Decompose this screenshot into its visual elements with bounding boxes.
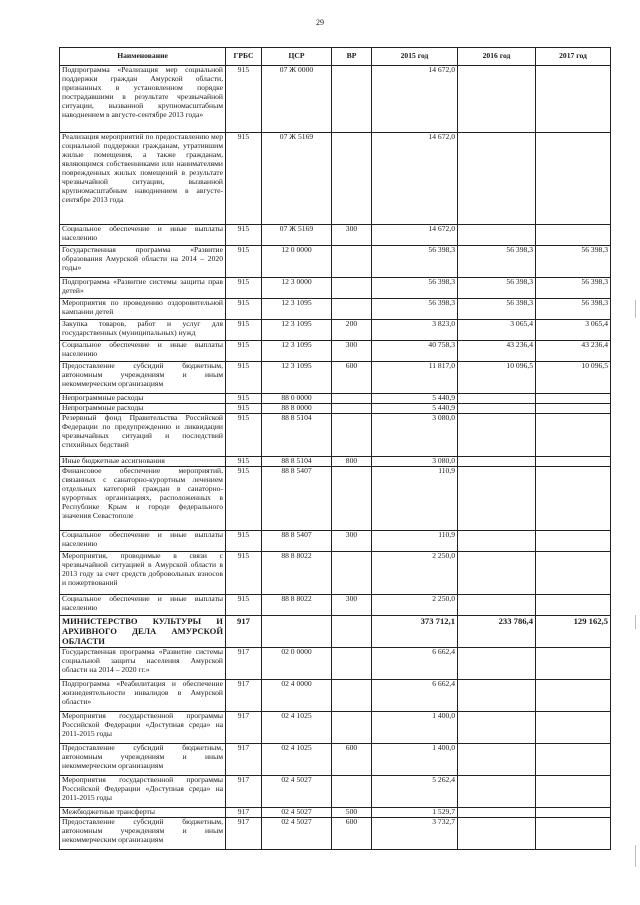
col-header-name: Наименование <box>60 48 226 66</box>
table-row <box>60 66 611 133</box>
row-2017-cell <box>536 394 611 404</box>
row-vr-cell: 600 <box>332 362 372 394</box>
row-2016-cell <box>458 467 536 531</box>
row-2015-cell: 5 262,4 <box>372 776 458 808</box>
row-name-cell: Непрограммные расходы <box>60 394 226 404</box>
row-name-cell: Социальное обеспечение и иные выплаты населению <box>60 531 226 552</box>
row-vr-cell <box>332 414 372 457</box>
row-grbs-cell: 917 <box>226 744 262 776</box>
table-row <box>60 776 611 808</box>
row-grbs-cell: 915 <box>226 133 262 225</box>
row-2016-cell: 56 398,3 <box>458 278 536 299</box>
row-grbs-cell: 915 <box>226 552 262 595</box>
row-name-cell: Подпрограмма «Реализация мер социальной поддержки граждан Амурской области, признанных в установленном порядке пострадавшими в результате чрезвычайной ситуации, вызванной крупномасштабным наводнением в августе-сентябре 2013 года» <box>60 66 226 133</box>
row-vr-cell <box>332 712 372 744</box>
row-vr-cell <box>332 776 372 808</box>
row-2016-cell <box>458 808 536 818</box>
row-csr-cell: 12 3 1095 <box>262 362 332 394</box>
row-2017-cell: 43 236,4 <box>536 341 611 362</box>
row-2017-cell <box>536 818 611 850</box>
row-grbs-cell: 915 <box>226 320 262 341</box>
row-2016-cell <box>458 712 536 744</box>
row-vr-cell: 300 <box>332 595 372 616</box>
row-name-cell: Иные бюджетные ассигнования <box>60 457 226 467</box>
row-name-cell: Предоставление субсидий бюджетным, автономным учреждениям и иным некоммерческим организациям <box>60 362 226 394</box>
col-header-2015: 2015 год <box>372 48 458 66</box>
col-header-2017: 2017 год <box>536 48 611 66</box>
row-2015-cell: 6 662,4 <box>372 648 458 680</box>
row-2016-cell: 56 398,3 <box>458 299 536 320</box>
row-2016-cell <box>458 776 536 808</box>
row-2017-cell: 129 162,5 <box>536 616 611 648</box>
row-2017-cell <box>536 225 611 246</box>
table-body <box>60 66 611 850</box>
table-row <box>60 299 611 320</box>
row-2017-cell <box>536 776 611 808</box>
row-grbs-cell: 915 <box>226 467 262 531</box>
row-vr-cell <box>332 299 372 320</box>
row-2017-cell <box>536 457 611 467</box>
row-2017-cell <box>536 552 611 595</box>
row-2016-cell <box>458 531 536 552</box>
row-grbs-cell: 915 <box>226 278 262 299</box>
table-row <box>60 818 611 850</box>
row-2017-cell <box>536 414 611 457</box>
row-vr-cell: 500 <box>332 808 372 818</box>
row-2015-cell: 110,9 <box>372 531 458 552</box>
row-grbs-cell: 915 <box>226 341 262 362</box>
row-2016-cell <box>458 225 536 246</box>
row-vr-cell <box>332 467 372 531</box>
row-csr-cell: 02 4 5027 <box>262 776 332 808</box>
table-row <box>60 133 611 225</box>
row-vr-cell <box>332 133 372 225</box>
row-2015-cell: 5 440,9 <box>372 404 458 414</box>
row-vr-cell: 600 <box>332 744 372 776</box>
row-csr-cell: 88 8 8022 <box>262 552 332 595</box>
row-2017-cell: 56 398,3 <box>536 299 611 320</box>
table-row <box>60 712 611 744</box>
row-grbs-cell: 915 <box>226 66 262 133</box>
row-name-cell: Социальное обеспечение и иные выплаты населению <box>60 341 226 362</box>
row-2016-cell <box>458 552 536 595</box>
row-name-cell: Мероприятия государственной программы Российской Федерации «Доступная среда» на 2011-2015 годы <box>60 712 226 744</box>
table-row <box>60 680 611 712</box>
row-2015-cell: 373 712,1 <box>372 616 458 648</box>
row-grbs-cell: 917 <box>226 616 262 648</box>
table-header-row <box>60 48 611 66</box>
row-grbs-cell: 917 <box>226 712 262 744</box>
row-grbs-cell: 915 <box>226 362 262 394</box>
table-row <box>60 552 611 595</box>
row-2016-cell <box>458 818 536 850</box>
row-grbs-cell: 915 <box>226 531 262 552</box>
row-2015-cell: 1 400,0 <box>372 712 458 744</box>
row-2015-cell: 110,9 <box>372 467 458 531</box>
row-2017-cell <box>536 680 611 712</box>
row-2017-cell <box>536 744 611 776</box>
row-2016-cell: 233 786,4 <box>458 616 536 648</box>
row-2017-cell <box>536 808 611 818</box>
row-2017-cell: 10 096,5 <box>536 362 611 394</box>
row-grbs-cell: 915 <box>226 246 262 278</box>
row-name-cell: Подпрограмма «Развитие системы защиты прав детей» <box>60 278 226 299</box>
row-name-cell: Государственная программа «Развитие системы социальной защиты населения Амурской области на 2014 – 2020 гг.» <box>60 648 226 680</box>
row-csr-cell: 02 0 0000 <box>262 648 332 680</box>
budget-table <box>59 47 611 850</box>
row-csr-cell: 12 3 1095 <box>262 341 332 362</box>
row-vr-cell: 200 <box>332 320 372 341</box>
row-2016-cell: 43 236,4 <box>458 341 536 362</box>
row-vr-cell <box>332 66 372 133</box>
row-vr-cell <box>332 404 372 414</box>
row-2015-cell: 2 250,0 <box>372 595 458 616</box>
row-2015-cell: 3 823,0 <box>372 320 458 341</box>
row-2015-cell: 3 732,7 <box>372 818 458 850</box>
row-2015-cell: 1 400,0 <box>372 744 458 776</box>
row-csr-cell <box>262 616 332 648</box>
row-csr-cell: 07 Ж 5169 <box>262 225 332 246</box>
row-2016-cell <box>458 744 536 776</box>
row-vr-cell <box>332 394 372 404</box>
row-name-cell: Непрограммные расходы <box>60 404 226 414</box>
col-header-csr: ЦСР <box>262 48 332 66</box>
table-row <box>60 394 611 404</box>
row-2015-cell: 56 398,3 <box>372 299 458 320</box>
row-name-cell: Мероприятия государственной программы Российской Федерации «Доступная среда» на 2011-2015 годы <box>60 776 226 808</box>
row-2015-cell: 5 440,9 <box>372 394 458 404</box>
table-row <box>60 278 611 299</box>
row-grbs-cell: 915 <box>226 299 262 320</box>
row-csr-cell: 12 0 0000 <box>262 246 332 278</box>
row-2015-cell: 56 398,3 <box>372 278 458 299</box>
row-2016-cell <box>458 394 536 404</box>
table-row <box>60 225 611 246</box>
page-number: 29 <box>316 18 324 27</box>
row-2015-cell: 11 817,0 <box>372 362 458 394</box>
row-2016-cell: 56 398,3 <box>458 246 536 278</box>
row-2015-cell: 2 250,0 <box>372 552 458 595</box>
row-2017-cell <box>536 648 611 680</box>
row-vr-cell <box>332 246 372 278</box>
table-row <box>60 246 611 278</box>
row-grbs-cell: 917 <box>226 808 262 818</box>
row-vr-cell: 600 <box>332 818 372 850</box>
row-2015-cell: 14 672,0 <box>372 133 458 225</box>
row-vr-cell <box>332 552 372 595</box>
table-row <box>60 341 611 362</box>
row-2016-cell <box>458 648 536 680</box>
row-2017-cell <box>536 467 611 531</box>
row-2017-cell <box>536 133 611 225</box>
ministry-row <box>60 616 611 648</box>
row-grbs-cell: 915 <box>226 404 262 414</box>
row-vr-cell: 300 <box>332 341 372 362</box>
row-2015-cell: 14 672,0 <box>372 225 458 246</box>
row-2016-cell: 10 096,5 <box>458 362 536 394</box>
row-csr-cell: 88 8 5104 <box>262 414 332 457</box>
row-csr-cell: 02 4 5027 <box>262 818 332 850</box>
row-name-cell: Мероприятия, проводимые в связи с чрезвычайной ситуацией в Амурской области в 2013 году за счет средств добровольных взносов и пожертвований <box>60 552 226 595</box>
row-vr-cell <box>332 616 372 648</box>
row-csr-cell: 02 4 1025 <box>262 744 332 776</box>
row-2016-cell <box>458 414 536 457</box>
row-name-cell: Предоставление субсидий бюджетным, автономным учреждениям и иным некоммерческим организациям <box>60 818 226 850</box>
row-csr-cell: 88 8 8022 <box>262 595 332 616</box>
row-grbs-cell: 917 <box>226 680 262 712</box>
row-2016-cell: 3 065,4 <box>458 320 536 341</box>
row-grbs-cell: 917 <box>226 776 262 808</box>
row-vr-cell: 300 <box>332 531 372 552</box>
table-row <box>60 320 611 341</box>
row-2017-cell: 56 398,3 <box>536 246 611 278</box>
row-2017-cell <box>536 404 611 414</box>
table-row <box>60 531 611 552</box>
row-csr-cell: 88 8 5104 <box>262 457 332 467</box>
row-2016-cell <box>458 133 536 225</box>
row-csr-cell: 02 4 5027 <box>262 808 332 818</box>
row-name-cell: МИНИСТЕРСТВО КУЛЬТУРЫ И АРХИВНОГО ДЕЛА АМУРСКОЙ ОБЛАСТИ <box>60 616 226 648</box>
row-csr-cell: 88 8 5407 <box>262 531 332 552</box>
scan-edge-mark <box>635 845 636 867</box>
row-2017-cell: 56 398,3 <box>536 278 611 299</box>
row-name-cell: Мероприятия по проведению оздоровительной кампании детей <box>60 299 226 320</box>
table-row <box>60 457 611 467</box>
table-row <box>60 362 611 394</box>
row-2015-cell: 3 080,0 <box>372 414 458 457</box>
row-vr-cell: 800 <box>332 457 372 467</box>
col-header-vr: ВР <box>332 48 372 66</box>
row-2015-cell: 1 529,7 <box>372 808 458 818</box>
row-2016-cell <box>458 680 536 712</box>
row-name-cell: Государственная программа «Развитие образования Амурской области на 2014 – 2020 годы» <box>60 246 226 278</box>
row-csr-cell: 12 3 1095 <box>262 299 332 320</box>
row-2017-cell <box>536 712 611 744</box>
row-name-cell: Реализация мероприятий по предоставлению мер социальной поддержки гражданам, утратившим жилые помещения, а также гражданам, являющимся собственниками или нанимателями поврежденных жилых помещений в результате чрезвычайной ситуации, вызванной крупномасштабным наводнением в августе-сентябре 2013 года <box>60 133 226 225</box>
row-vr-cell <box>332 648 372 680</box>
row-name-cell: Предоставление субсидий бюджетным, автономным учреждениям и иным некоммерческим организациям <box>60 744 226 776</box>
row-2017-cell <box>536 595 611 616</box>
row-2016-cell <box>458 457 536 467</box>
table-row <box>60 404 611 414</box>
row-vr-cell <box>332 680 372 712</box>
row-name-cell: Социальное обеспечение и иные выплаты населению <box>60 225 226 246</box>
table-row <box>60 414 611 457</box>
row-csr-cell: 12 3 0000 <box>262 278 332 299</box>
row-csr-cell: 07 Ж 5169 <box>262 133 332 225</box>
table-row <box>60 808 611 818</box>
row-name-cell: Социальное обеспечение и иные выплаты населению <box>60 595 226 616</box>
row-vr-cell: 300 <box>332 225 372 246</box>
row-2015-cell: 3 080,0 <box>372 457 458 467</box>
row-csr-cell: 88 8 0000 <box>262 404 332 414</box>
row-grbs-cell: 915 <box>226 595 262 616</box>
row-csr-cell: 88 0 0000 <box>262 394 332 404</box>
row-csr-cell: 12 3 1095 <box>262 320 332 341</box>
row-csr-cell: 88 8 5407 <box>262 467 332 531</box>
row-2017-cell: 3 065,4 <box>536 320 611 341</box>
row-grbs-cell: 915 <box>226 414 262 457</box>
row-2015-cell: 40 758,3 <box>372 341 458 362</box>
table-row <box>60 648 611 680</box>
table-row <box>60 744 611 776</box>
row-name-cell: Закупка товаров, работ и услуг для государственных (муниципальных) нужд <box>60 320 226 341</box>
row-grbs-cell: 917 <box>226 648 262 680</box>
row-2016-cell <box>458 404 536 414</box>
table-row <box>60 595 611 616</box>
row-2017-cell <box>536 66 611 133</box>
row-2015-cell: 56 398,3 <box>372 246 458 278</box>
row-csr-cell: 02 4 1025 <box>262 712 332 744</box>
row-2017-cell <box>536 531 611 552</box>
row-vr-cell <box>332 278 372 299</box>
row-name-cell: Подпрограмма «Реабилитация и обеспечение жизнедеятельности инвалидов в Амурской области» <box>60 680 226 712</box>
row-grbs-cell: 915 <box>226 225 262 246</box>
row-grbs-cell: 915 <box>226 457 262 467</box>
row-name-cell: Резервный фонд Правительства Российской Федерации по предупреждению и ликвидации чрезвычайных ситуаций и последствий стихийных бедствий <box>60 414 226 457</box>
col-header-grbs: ГРБС <box>226 48 262 66</box>
row-2016-cell <box>458 66 536 133</box>
row-2016-cell <box>458 595 536 616</box>
row-csr-cell: 07 Ж 0000 <box>262 66 332 133</box>
row-name-cell: Финансовое обеспечение мероприятий, связанных с санаторно-курортным лечением отдельных категорий граждан в санаторно-курортных организациях, расположенных в Республике Крым и городе федерального значения Севастополе <box>60 467 226 531</box>
row-csr-cell: 02 4 0000 <box>262 680 332 712</box>
table-row <box>60 467 611 531</box>
row-2015-cell: 14 672,0 <box>372 66 458 133</box>
scan-edge-mark <box>635 615 636 629</box>
row-2015-cell: 6 662,4 <box>372 680 458 712</box>
row-name-cell: Межбюджетные трансферты <box>60 808 226 818</box>
scan-edge-mark <box>635 300 636 318</box>
row-grbs-cell: 915 <box>226 394 262 404</box>
row-grbs-cell: 917 <box>226 818 262 850</box>
col-header-2016: 2016 год <box>458 48 536 66</box>
